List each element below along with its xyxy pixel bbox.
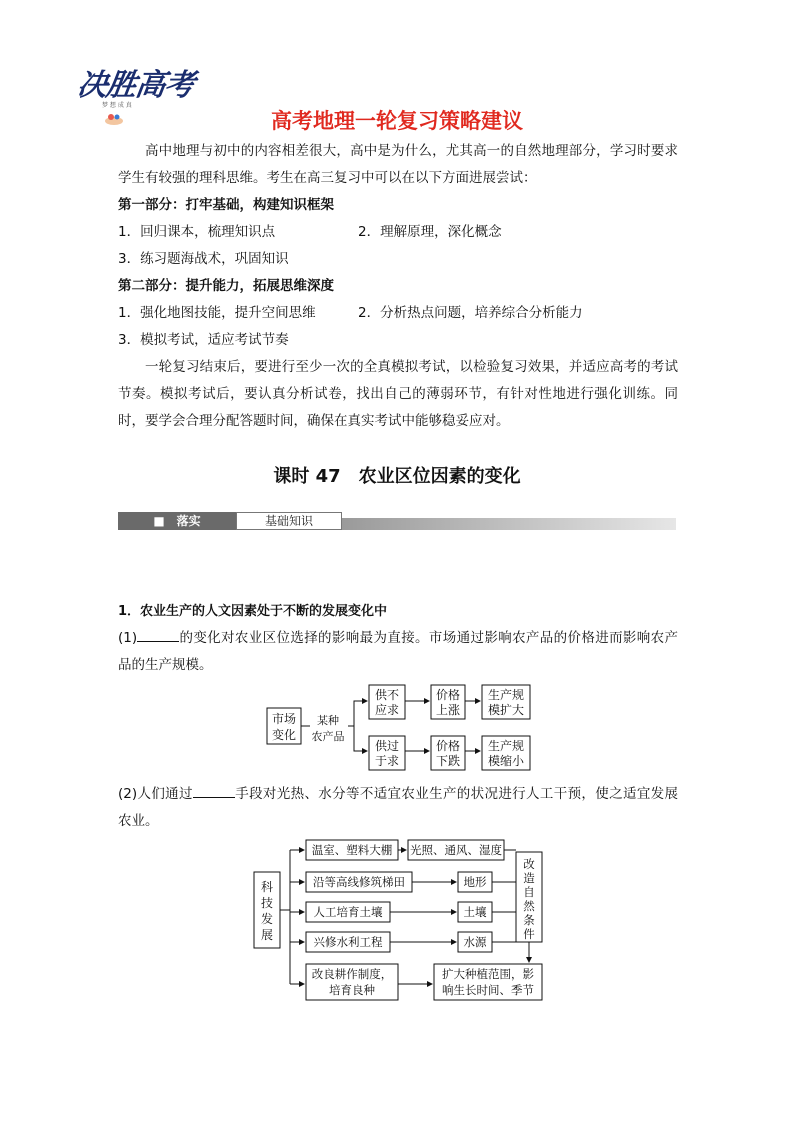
intro-paragraph: 高中地理与初中的内容相差很大，高中是为什么，尤其高一的自然地理部分，学习时要求学生有较强的理科思维。考生在高三复习中可以在以下方面进展尝试： (118, 143, 678, 186)
diagram2-result-char-1: 改 (523, 857, 535, 871)
diagram1-top-2-line2: 上涨 (435, 703, 461, 717)
diagram2-measure-3: 人工培育土壤 (313, 905, 383, 919)
diagram2-result-char-4: 然 (523, 899, 535, 913)
part-1-text: 的变化对农业区位选择的影响最为直接。市场通过影响农产品的价格进而影响农产品的生产规模。 (118, 630, 678, 673)
part1-heading: 第一部分：打牢基础，构建知识框架 (118, 197, 334, 213)
diagram2-result-char-6: 件 (523, 927, 535, 941)
diagram2-measure-2: 沿等高线修筑梯田 (313, 875, 405, 889)
diagram2-measure-5-line1: 改良耕作制度， (311, 967, 393, 981)
part-2-prefix: (2)人们通过 (118, 786, 193, 802)
diagram2-factor-2: 地形 (463, 875, 487, 889)
part1-item-2: 2．理解原理，深化概念 (358, 224, 502, 240)
part2-heading: 第二部分：提升能力，拓展思维深度 (118, 278, 334, 294)
diagram1-product-line2: 农产品 (311, 730, 345, 743)
part2-item-3: 3．模拟考试，适应考试节奏 (118, 332, 289, 348)
diagram2-result-char-2: 造 (523, 871, 535, 885)
document-title: 高考地理一轮复习策略建议 (271, 109, 523, 133)
technology-flow-diagram (250, 838, 548, 1002)
market-flow-diagram (262, 684, 534, 776)
diagram1-top-2-line1: 价格 (435, 688, 461, 702)
question-1-heading: 1．农业生产的人文因素处于不断的发展变化中 (118, 604, 388, 619)
question-1-part-1 (118, 625, 678, 679)
diagram2-root-char-3: 发 (260, 912, 274, 926)
diagram1-bottom-2-line2: 下跌 (435, 754, 461, 768)
closing-paragraph: 一轮复习结束后，要进行至少一次的全真模拟考试，以检验复习效果，并适应高考的考试节奏。模拟考试后，要认真分析试卷，找出自己的薄弱环节，有针对性地进行强化训练。同时，要学会合理分配答题时间，确保在真实考试中能够稳妥应对。 (118, 359, 678, 429)
part2-item-1: 1．强化地图技能，提升空间思维 (118, 305, 316, 321)
diagram2-factor-4: 水源 (463, 935, 487, 949)
diagram2-result-char-3: 自 (523, 885, 535, 899)
part-2-text: 手段对光热、水分等不适宜农业生产的状况进行人工干预，使之适宜发展农业。 (118, 786, 679, 829)
diagram1-top-1-line2: 应求 (374, 703, 400, 717)
answer-blank-1[interactable] (137, 627, 179, 642)
diagram2-root-char-4: 展 (260, 928, 274, 942)
diagram1-top-3-line1: 生产规 (487, 688, 525, 702)
diagram1-top-3-line2: 模扩大 (487, 703, 525, 717)
diagram1-top-1-line1: 供不 (374, 688, 400, 702)
diagram2-measure-4: 兴修水利工程 (313, 935, 383, 949)
diagram1-branch-top (348, 701, 367, 726)
part2-item-2: 2．分析热点问题，培养综合分析能力 (358, 305, 583, 321)
diagram1-bottom-3-line1: 生产规 (487, 739, 525, 753)
diagram1-bottom-1-line1: 供过 (374, 739, 400, 753)
diagram1-product-line1: 某种 (317, 714, 339, 727)
diagram2-factor-1: 光照、通风、湿度 (410, 843, 502, 857)
question-1-part-2 (118, 781, 678, 835)
diagram2-factor-3: 土壤 (463, 905, 487, 919)
diagram1-bottom-1-line2: 于求 (374, 754, 400, 768)
logo-subtext: 梦 想 成 真 (102, 102, 132, 109)
diagram1-bottom-3-line2: 模缩小 (487, 754, 525, 768)
diagram2-measure-1: 温室、塑料大棚 (311, 843, 393, 857)
part-1-prefix: (1) (118, 630, 138, 646)
diagram2-measure-5-line2: 培育良种 (329, 983, 375, 997)
section-bar-gradient (342, 518, 676, 530)
diagram1-bottom-2-line1: 价格 (435, 739, 461, 753)
section-bar (118, 512, 676, 530)
diagram2-outcome-line1: 扩大种植范围，影 (442, 967, 534, 981)
diagram1-start-line2: 变化 (271, 728, 297, 742)
section-tag: ■ 落实 (118, 512, 236, 530)
part1-item-1: 1．回归课本，梳理知识点 (118, 224, 276, 240)
section-label: 基础知识 (236, 512, 342, 530)
answer-blank-2[interactable] (193, 783, 235, 798)
logo-text: 决胜高考 (75, 68, 196, 103)
diagram2-result-char-5: 条 (523, 913, 535, 927)
diagram2-root-char-2: 技 (260, 896, 274, 910)
diagram2-outcome-line2: 响生长时间、季节 (442, 983, 534, 997)
part1-item-3: 3．练习题海战术，巩固知识 (118, 251, 289, 267)
lesson-title: 课时 47 农业区位因素的变化 (273, 466, 521, 487)
diagram1-start-line1: 市场 (271, 712, 297, 726)
diagram2-root-char-1: 科 (260, 880, 274, 894)
diagram1-branch-bottom (354, 726, 367, 751)
